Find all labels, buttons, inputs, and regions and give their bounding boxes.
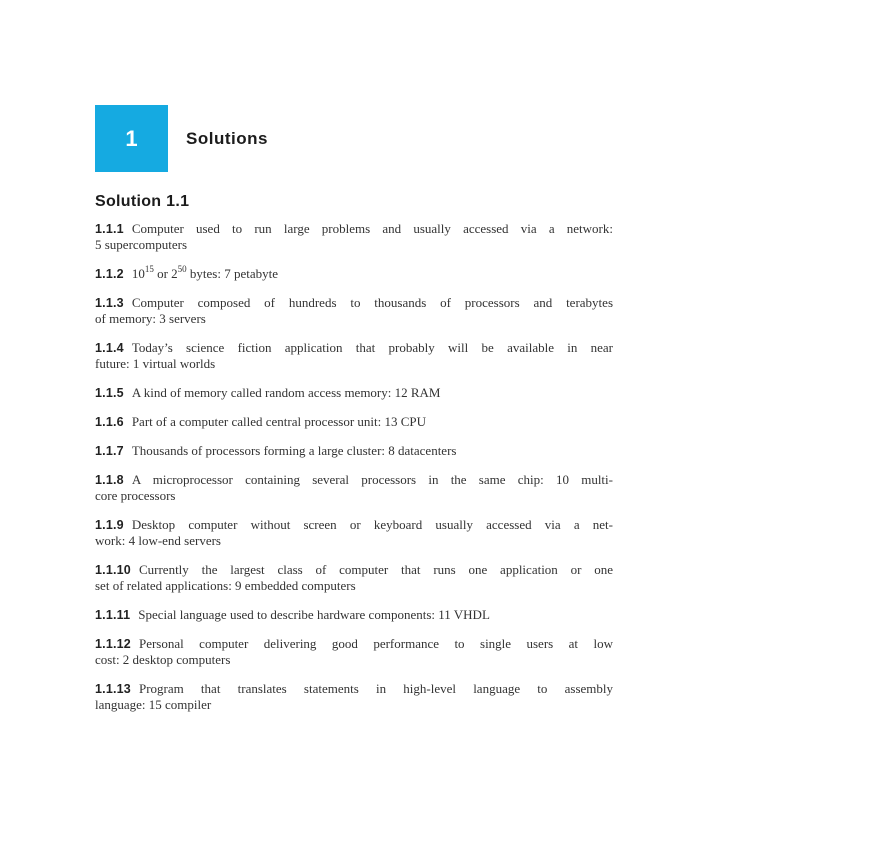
- chapter-title: Solutions: [186, 128, 268, 148]
- solution-item-line: [95, 237, 613, 253]
- chapter-number: 1: [125, 125, 138, 151]
- chapter-number-box: [95, 105, 168, 172]
- text-run: Special language used to describe hardware components: 11 VHDL: [138, 607, 490, 622]
- solution-item: [95, 414, 613, 430]
- solution-item-line: [95, 295, 613, 311]
- solution-item-line: [95, 311, 613, 327]
- text-run: Today’s science fiction application that probably will be available in near: [131, 340, 613, 355]
- solution-item-line: [95, 652, 613, 668]
- section-title: Solution 1.1: [95, 193, 190, 210]
- solution-item-number: 1.1.11: [95, 608, 131, 622]
- solution-item-line: [95, 414, 613, 430]
- solution-item-number: 1.1.7: [95, 444, 124, 458]
- text-run: Thousands of processors forming a large cluster: 8 datacenters: [131, 443, 457, 458]
- solution-item-line: [95, 356, 613, 372]
- solution-item-number: 1.1.9: [95, 518, 124, 532]
- solution-item-line: [95, 340, 613, 356]
- solution-item-line: [95, 443, 613, 459]
- solution-item: [95, 263, 613, 282]
- solution-item-line: [95, 533, 613, 549]
- solution-item-number: 1.1.13: [95, 682, 131, 696]
- solution-item: [95, 681, 613, 713]
- solution-item: [95, 385, 613, 401]
- solution-item: [95, 562, 613, 594]
- solution-item-line: [95, 607, 613, 623]
- text-run: future: 1 virtual worlds: [95, 356, 216, 371]
- text-run: Desktop computer without screen or keyboard usually accessed via a net-: [131, 517, 613, 532]
- text-run: core processors: [95, 488, 176, 503]
- solution-item: [95, 472, 613, 504]
- solution-item-number: 1.1.3: [95, 296, 124, 310]
- solution-item-number: 1.1.2: [95, 267, 124, 281]
- text-run: 10: [131, 266, 145, 281]
- solution-item-number: 1.1.5: [95, 386, 124, 400]
- text-run: A microprocessor containing several processors in the same chip: 10 multi-: [131, 472, 613, 487]
- solution-item: [95, 340, 613, 372]
- solution-item-number: 1.1.8: [95, 473, 124, 487]
- solution-item-line: [95, 636, 613, 652]
- solution-item: [95, 517, 613, 549]
- solution-item-number: 1.1.12: [95, 637, 131, 651]
- solution-item-line: [95, 472, 613, 488]
- solution-item-number: 1.1.4: [95, 341, 124, 355]
- solution-item: [95, 636, 613, 668]
- solution-item: [95, 221, 613, 253]
- text-run: bytes: 7 petabyte: [186, 266, 278, 281]
- text-run: Part of a computer called central processor unit: 13 CPU: [131, 414, 427, 429]
- solution-item-number: 1.1.10: [95, 563, 131, 577]
- text-run: Computer used to run large problems and usually accessed via a network:: [131, 221, 613, 236]
- solution-item-number: 1.1.6: [95, 415, 124, 429]
- solution-item-line: [95, 562, 613, 578]
- text-run: Personal computer delivering good performance to single users at low: [138, 636, 613, 651]
- text-run: Computer composed of hundreds to thousands of processors and terabytes: [131, 295, 613, 310]
- solution-item: [95, 295, 613, 327]
- superscript: 15: [144, 263, 154, 274]
- text-run: language: 15 compiler: [95, 697, 212, 712]
- text-run: A kind of memory called random access memory: 12 RAM: [131, 385, 441, 400]
- text-run: cost: 2 desktop computers: [95, 652, 231, 667]
- text-run: of memory: 3 servers: [95, 311, 206, 326]
- text-run: set of related applications: 9 embedded computers: [95, 578, 356, 593]
- solution-item-line: [95, 681, 613, 697]
- chapter-header: [95, 105, 268, 172]
- superscript: 50: [177, 263, 187, 274]
- solution-item-line: [95, 263, 613, 282]
- solution-item-line: [95, 517, 613, 533]
- solution-item-line: [95, 488, 613, 504]
- solution-items: [95, 221, 613, 713]
- solution-item-line: [95, 697, 613, 713]
- solution-item-number: 1.1.1: [95, 222, 124, 236]
- text-run: Program that translates statements in high-level language to assembly: [138, 681, 613, 696]
- solution-item-line: [95, 385, 613, 401]
- text-run: Currently the largest class of computer that runs one application or one: [138, 562, 613, 577]
- solution-item: [95, 443, 613, 459]
- text-run: or 2: [153, 266, 178, 281]
- text-run: 5 supercomputers: [95, 237, 188, 252]
- text-run: work: 4 low-end servers: [95, 533, 221, 548]
- solution-item-line: [95, 221, 613, 237]
- solution-item: [95, 607, 613, 623]
- solutions-content: [95, 193, 613, 726]
- solution-item-line: [95, 578, 613, 594]
